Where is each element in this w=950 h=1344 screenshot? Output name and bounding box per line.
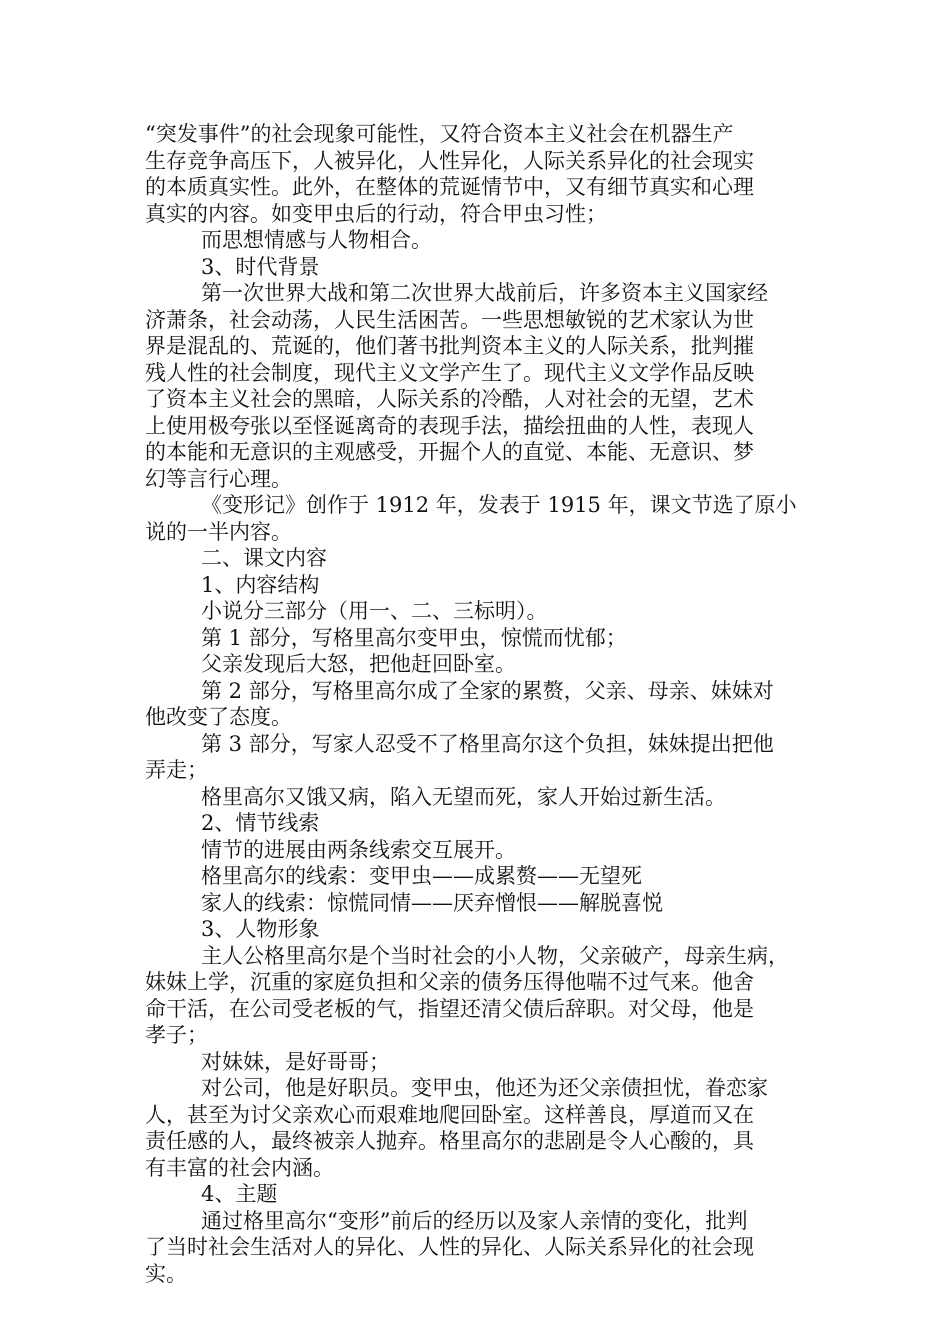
- text-line: 通过格里高尔“变形”前后的经历以及家人亲情的变化，批判: [201, 1208, 748, 1233]
- text-line: 说的一半内容。: [145, 519, 292, 544]
- text-line: 2、情节线索: [201, 811, 320, 835]
- text-line: 第 2 部分，写格里高尔成了全家的累赘，父亲、母亲、妹妹对: [201, 678, 774, 703]
- text-line: 对公司，他是好职员。变甲虫，他还为还父亲债担忧，眷恋家: [201, 1076, 768, 1100]
- text-line: 而思想情感与人物相合。: [201, 228, 432, 252]
- text-line: 了资本主义社会的黑暗，人际关系的冷酷，人对社会的无望，艺术: [145, 387, 754, 411]
- text-line: 格里高尔又饿又病，陷入无望而死，家人开始过新生活。: [201, 784, 726, 809]
- text-line: 有丰富的社会内涵。: [145, 1155, 334, 1180]
- text-line: 3、人物形象: [201, 917, 320, 941]
- text-line: 界是混乱的、荒诞的，他们著书批判资本主义的人际关系，批判摧: [145, 334, 754, 358]
- text-line: 生存竞争高压下，人被异化，人性异化，人际关系异化的社会现实: [145, 148, 754, 173]
- text-line: 命干活，在公司受老板的气，指望还清父债后辞职。对父母，他是: [145, 996, 754, 1021]
- text-line: 幻等言行心理。: [145, 466, 292, 491]
- text-line: 家人的线索：惊慌同情——厌弃憎恨——解脱喜悦: [201, 890, 663, 915]
- text-line: 妹妹上学，沉重的家庭负担和父亲的债务压得他喘不过气来。他舍: [145, 970, 754, 994]
- text-line: 《变形记》创作于 1912 年，发表于 1915 年，课文节选了原小: [201, 493, 797, 517]
- text-line: 责任感的人，最终被亲人抛弃。格里高尔的悲剧是令人心酸的，具: [145, 1129, 754, 1153]
- document-body: [145, 121, 813, 1287]
- text-line: 第 3 部分，写家人忍受不了格里高尔这个负担，妹妹提出把他: [201, 731, 774, 756]
- text-line: “突发事件”的社会现象可能性，又符合资本主义社会在机器生产: [145, 122, 734, 146]
- text-line: 的本能和无意识的主观感受，开掘个人的直觉、本能、无意识、梦: [145, 440, 754, 464]
- text-line: 父亲发现后大怒，把他赶回卧室。: [201, 652, 516, 676]
- text-line: 第一次世界大战和第二次世界大战前后，许多资本主义国家经: [201, 281, 768, 305]
- text-line: 情节的进展由两条线索交互展开。: [201, 837, 516, 862]
- text-line: 小说分三部分（用一、二、三标明）。: [201, 599, 548, 623]
- text-line: 残人性的社会制度，现代主义文学产生了。现代主义文学作品反映: [145, 360, 754, 385]
- text-line: 上使用极夸张以至怪诞离奇的表现手法，描绘扭曲的人性，表现人: [145, 413, 754, 438]
- text-line: 他改变了态度。: [145, 705, 292, 729]
- text-line: 第 1 部分，写格里高尔变甲虫，惊慌而忧郁；: [201, 625, 627, 650]
- text-line: 对妹妹，是好哥哥；: [201, 1049, 390, 1074]
- text-line: 孝子；: [145, 1023, 208, 1047]
- text-line: 格里高尔的线索：变甲虫——成累赘——无望死: [201, 864, 642, 888]
- text-line: 了当时社会生活对人的异化、人性的异化、人际关系异化的社会现: [145, 1235, 754, 1259]
- text-line: 人，甚至为讨父亲欢心而艰难地爬回卧室。这样善良，厚道而又在: [145, 1102, 754, 1127]
- text-line: 济萧条，社会动荡，人民生活困苦。一些思想敏锐的艺术家认为世: [145, 307, 754, 332]
- text-line: 二、课文内容: [201, 546, 327, 570]
- text-line: 主人公格里高尔是个当时社会的小人物，父亲破产，母亲生病，: [201, 943, 789, 968]
- text-line: 3、时代背景: [201, 254, 320, 279]
- text-line: 弄走；: [145, 758, 208, 782]
- text-line: 实。: [145, 1261, 187, 1286]
- text-line: 的本质真实性。此外，在整体的荒诞情节中，又有细节真实和心理: [145, 175, 754, 199]
- text-line: 真实的内容。如变甲虫后的行动，符合甲虫习性；: [145, 201, 607, 226]
- text-line: 1、内容结构: [201, 572, 320, 597]
- text-line: 4、主题: [201, 1182, 278, 1206]
